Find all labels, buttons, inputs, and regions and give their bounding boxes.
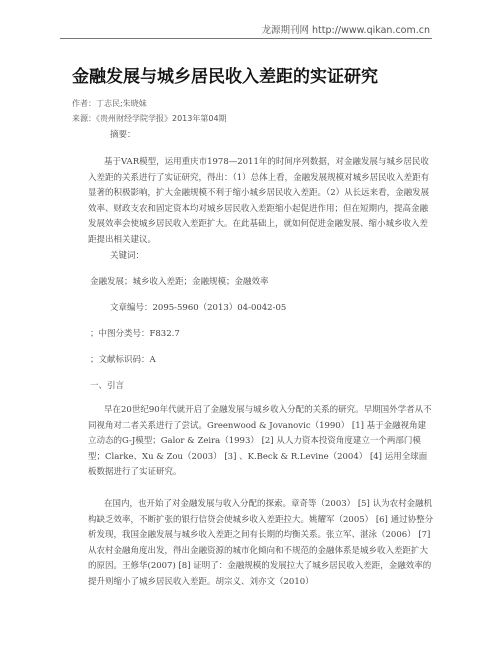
clc-number: ；中图分类号：F832.7 — [90, 329, 180, 339]
abstract-text: 基于VAR模型，运用重庆市1978—2011年的时间序列数据，对金融发展与城乡居民收入差距的关系进行了实证研究，得出：（1）总体上看，金融发展规模对城乡居民收入差距有显著的积极影响，扩大金融规模不利于缩小城乡居民收入差距。（2）从长远来看，金融发展效率、财政支农和固定资本均对城乡居民收入差距缩小起促进作用；但在短期内，提高金融发展效率会使城乡居民收入差距扩大。在此基础上，就如何促进金融发展、缩小城乡收入差距提出相关建议。 — [88, 157, 430, 245]
keywords-label: 关键词： — [110, 251, 145, 261]
intro-text-2: 在国内，也开始了对金融发展与收入分配的探索。章奇等（2003） [5] 认为农村金融机构缺乏效率，不断扩张的银行信贷会使城乡收入差距拉大。姚耀军（2005） [6] 通过协整分析发现，我国金融发展与城乡收入差距之间有长期的均衡关系。张立军、湛泳（2006） [7] 从农村金融角度出发，得出金融资源的城市化倾向和不规范的金融体系是城乡收入差距扩大的原因。王修华(2007) [8] 证明了：金融规模的发展拉大了城乡居民收入差距，金融效率的提升则缩小了城乡居民收入差距。胡宗义、刘亦文（2010） — [88, 499, 434, 587]
header-rule — [60, 38, 432, 39]
doc-code: ；文献标识码：A — [90, 355, 156, 365]
source-line: 来源：《贵州财经学院学报》2013年第04期 — [72, 114, 227, 123]
source-site-header: 龙源期刊网 http://www.qikan.com.cn — [261, 25, 430, 36]
abstract-label: 摘要： — [110, 130, 136, 140]
intro-paragraph-1 — [88, 403, 434, 481]
section-heading: 一、引言 — [90, 381, 125, 391]
abstract-paragraph — [88, 155, 434, 248]
author-line: 作者：丁志民;朱晓妹 — [72, 99, 147, 108]
keywords: 金融发展；城乡收入差距；金融规模；金融效率 — [90, 277, 269, 287]
article-title: 金融发展与城乡居民收入差距的实证研究 — [72, 67, 378, 87]
intro-paragraph-2 — [88, 497, 434, 590]
doc-number: 文章编号：2095-5960（2013）04-0042-05 — [110, 303, 287, 313]
intro-text-1: 早在20世纪90年代就开启了金融发展与城乡收入分配的关系的研究。早期国外学者从不同视角对二者关系进行了尝试。Greenwood & Jovanovic（1990） [1] 基于金融视角建立动态的G-J模型；Galor & Zeira（1993） [2] 从人力资本投资角度建立一个两部门模型；Clarke、Xu & Zou（2003） [3] 、K.Beck & R.Levine（2004） [4] 运用全球面板数据进行了实证研究。 — [88, 405, 432, 477]
